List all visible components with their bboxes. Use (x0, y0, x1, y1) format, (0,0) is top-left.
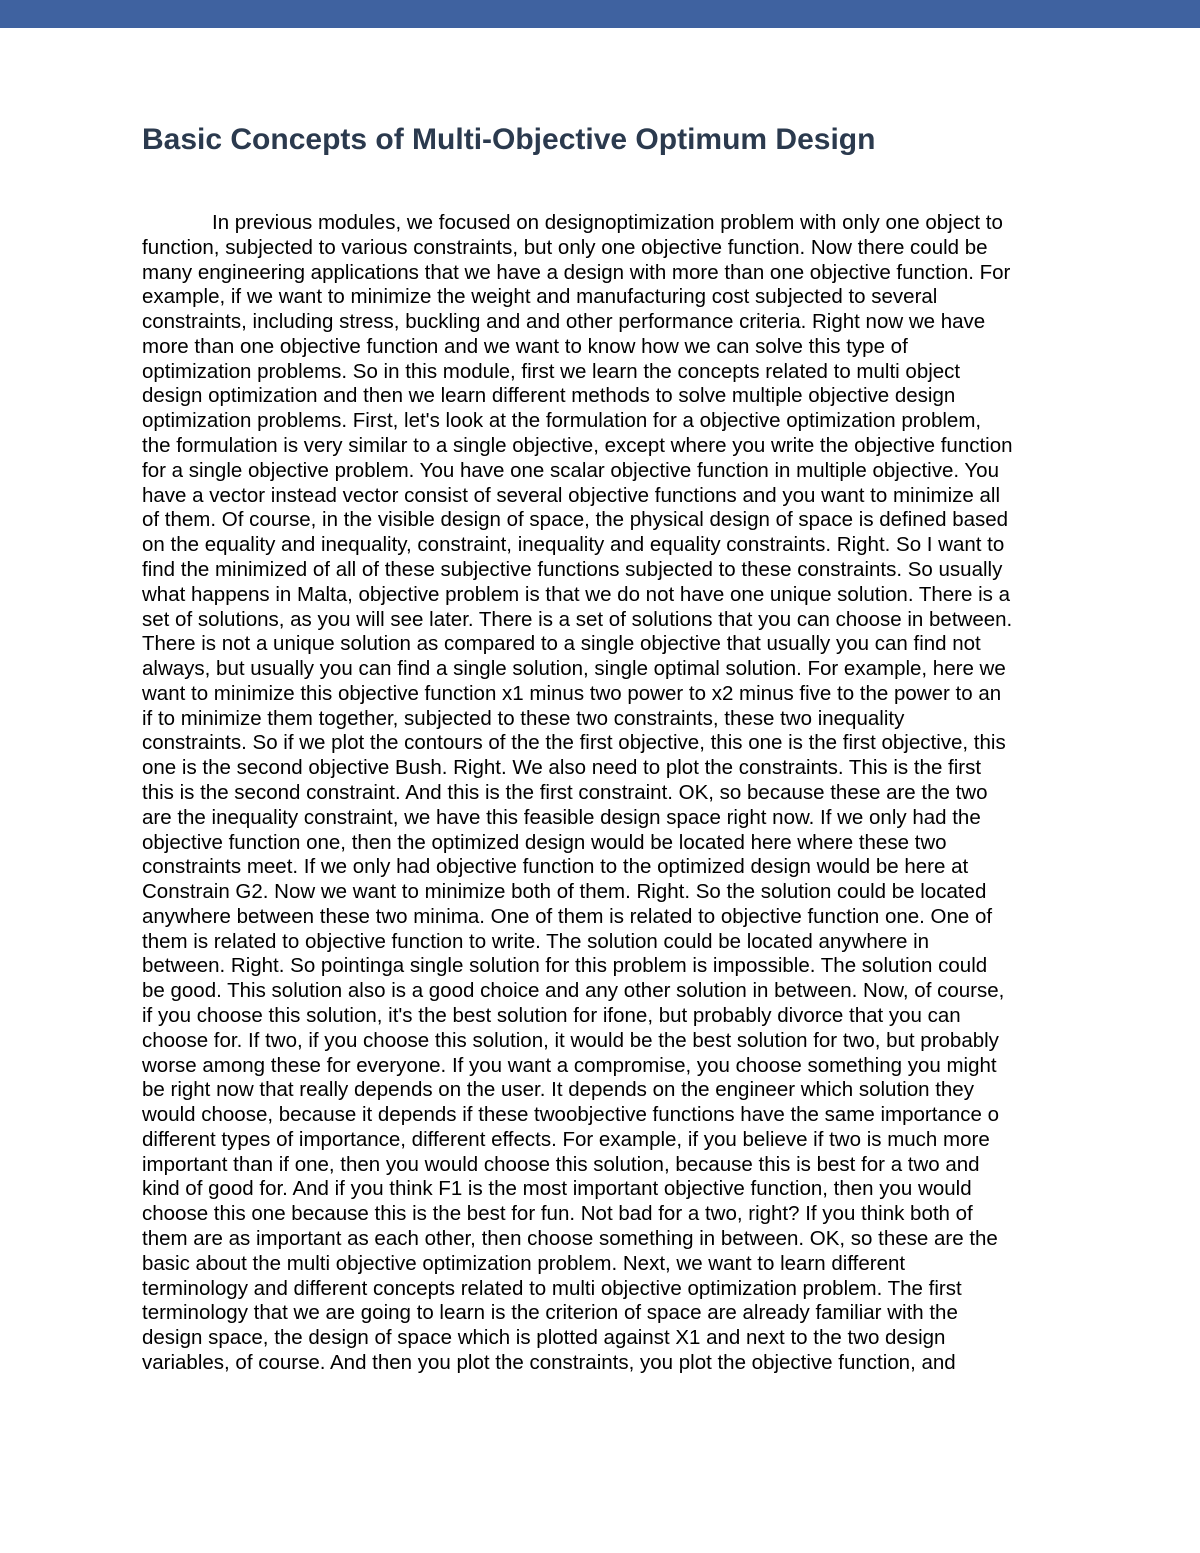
body-line: design space, the design of space which is plotted against X1 and next to the two design (142, 1326, 946, 1350)
body-line: want to minimize this objective function x1 minus two power to x2 minus five to the power to an (142, 681, 1002, 705)
body-line: constraints. So if we plot the contours of the the first objective, this one is the first objective, this (142, 731, 1006, 755)
body-line: them are as important as each other, then choose something in between. OK, so these are the (142, 1227, 998, 1251)
body-line: if you choose this solution, it's the best solution for ifone, but probably divorce that you can (142, 1004, 961, 1027)
document-body (142, 211, 1072, 1376)
header-band (0, 0, 1200, 28)
body-line: There is not a unique solution as compared to a single objective that usually you can find not (142, 632, 981, 656)
body-line: worse among these for everyone. If you want a compromise, you choose something you might (142, 1053, 997, 1077)
body-line: this is the second constraint. And this is the first constraint. OK, so because these are the two (142, 780, 988, 804)
body-line: one is the second objective Bush. Right. We also need to plot the constraints. This is the first (142, 756, 982, 780)
body-line: constraints meet. If we only had objective function to the optimized design would be here at (142, 855, 969, 879)
body-line: choose for. If two, if you choose this solution, it would be the best solution for two, but probably (142, 1028, 999, 1052)
body-line: variables, of course. And then you plot the constraints, you plot the objective function, and (142, 1350, 956, 1374)
document-title: Basic Concepts of Multi-Objective Optimum Design (142, 123, 876, 156)
body-line: if to minimize them together, subjected to these two constraints, these two inequality (142, 706, 905, 730)
body-line: design optimization and then we learn different methods to solve multiple objective design (142, 384, 956, 408)
body-line: find the minimized of all of these subjective functions subjected to these constraints. So usually (142, 557, 1003, 581)
body-line: In previous modules, we focused on designoptimization problem with only one object to (212, 211, 1003, 234)
body-line: many engineering applications that we have a design with more than one objective function. For (142, 260, 1011, 284)
body-line: the formulation is very similar to a single objective, except where you write the objective function (142, 434, 1013, 458)
body-line: choose this one because this is the best for fun. Not bad for a two, right? If you think both of (142, 1202, 973, 1226)
body-line: what happens in Malta, objective problem is that we do not have one unique solution. There is a (142, 582, 1010, 606)
body-line: function, subjected to various constraints, but only one objective function. Now there could be (142, 235, 988, 259)
body-line: set of solutions, as you will see later. There is a set of solutions that you can choose in between. (142, 607, 1013, 631)
body-line: different types of importance, different effects. For example, if you believe if two is much more (142, 1127, 990, 1151)
body-line: would choose, because it depends if these twoobjective functions have the same importance o (142, 1103, 999, 1127)
body-line: have a vector instead vector consist of several objective functions and you want to minimize all (142, 483, 1001, 507)
body-line: terminology and different concepts related to multi objective optimization problem. The first (142, 1276, 962, 1300)
body-line: important than if one, then you would choose this solution, because this is best for a two and (142, 1152, 980, 1176)
body-line: be right now that really depends on the user. It depends on the engineer which solution they (142, 1078, 974, 1102)
body-line: anywhere between these two minima. One of them is related to objective function one. One of (142, 904, 993, 928)
body-line: on the equality and inequality, constraint, inequality and equality constraints. Right. So I want to (142, 533, 1005, 557)
body-line: be good. This solution also is a good choice and any other solution in between. Now, of course, (142, 979, 1005, 1003)
body-line: constraints, including stress, buckling and and other performance criteria. Right now we have (142, 310, 986, 334)
body-line: are the inequality constraint, we have this feasible design space right now. If we only had the (142, 805, 981, 829)
body-line: objective function one, then the optimized design would be located here where these two (142, 830, 947, 854)
body-line: terminology that we are going to learn is the criterion of space are already familiar with the (142, 1301, 958, 1325)
body-line: kind of good for. And if you think F1 is the most important objective function, then you would (142, 1177, 972, 1201)
body-line: example, if we want to minimize the weight and manufacturing cost subjected to several (142, 285, 938, 309)
body-line: them is related to objective function to write. The solution could be located anywhere in (142, 929, 930, 953)
body-line: between. Right. So pointinga single solution for this problem is impossible. The solution could (142, 954, 988, 978)
body-line: of them. Of course, in the visible design of space, the physical design of space is defined based (142, 508, 1009, 532)
body-line: always, but usually you can find a single solution, single optimal solution. For example, here we (142, 657, 1006, 681)
body-line: more than one objective function and we want to know how we can solve this type of (142, 334, 908, 358)
body-line: Constrain G2. Now we want to minimize both of them. Right. So the solution could be located (142, 880, 987, 904)
body-line: for a single objective problem. You have one scalar objective function in multiple objective. You (142, 458, 999, 482)
body-line: basic about the multi objective optimization problem. Next, we want to learn different (142, 1251, 906, 1275)
body-line: optimization problems. So in this module, first we learn the concepts related to multi object (142, 359, 961, 383)
body-line: optimization problems. First, let's look at the formulation for a objective optimization problem, (142, 409, 982, 433)
